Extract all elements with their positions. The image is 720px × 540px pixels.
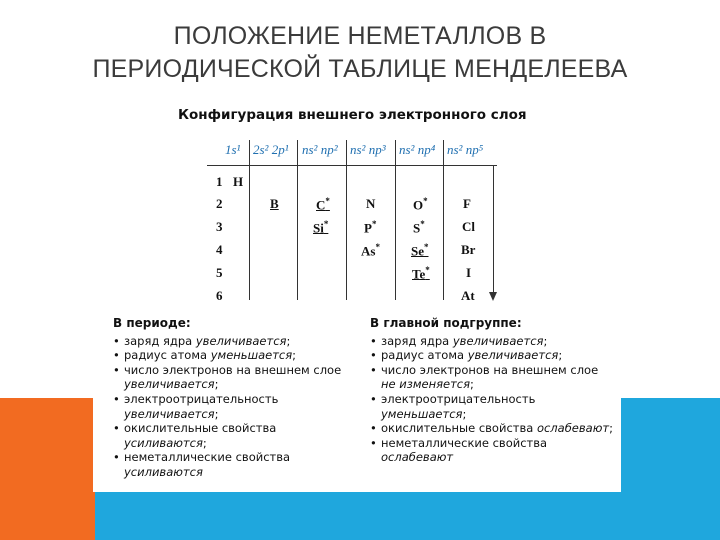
element-o: O* <box>413 196 428 213</box>
element-n: N <box>366 196 376 211</box>
period-number: 2 <box>216 196 223 211</box>
period-number: 1 <box>216 174 223 189</box>
down-arrow-line <box>493 165 494 295</box>
element-h: H <box>233 174 244 189</box>
config-1s1: 1s¹ <box>225 142 241 157</box>
down-arrow-icon <box>489 292 497 301</box>
config-ns2-np3: ns² np³ <box>350 142 386 157</box>
slide-title <box>0 20 720 86</box>
period-trends <box>113 316 358 480</box>
group-heading: В главной подгруппе: <box>370 316 522 330</box>
column-divider <box>249 140 250 300</box>
period-heading: В периоде: <box>113 316 191 330</box>
list-item: • неметаллические свойства ослабевают <box>370 436 615 465</box>
element-p: P* <box>364 219 377 236</box>
slide-title-line-1: ПОЛОЖЕНИЕ НЕМЕТАЛЛОВ В <box>173 22 547 50</box>
list-item: • электроотрицательность уменьшается; <box>370 392 615 421</box>
orange-accent-block <box>0 398 95 540</box>
list-item: • заряд ядра увеличивается; <box>370 334 615 349</box>
element-cl: Cl <box>462 219 475 234</box>
list-item: • заряд ядра увеличивается; <box>113 334 358 349</box>
config-ns2-np5: ns² np⁵ <box>447 142 484 157</box>
list-item: • окислительные свойства усиливаются; <box>113 421 358 450</box>
table-header-rule <box>207 165 497 166</box>
list-item: • электроотрицательность увеличивается; <box>113 392 358 421</box>
element-se: Se* <box>411 242 429 259</box>
config-2s2-2p1: 2s² 2p¹ <box>253 142 289 157</box>
column-divider <box>395 140 396 300</box>
period-number: 4 <box>216 242 223 257</box>
element-i: I <box>466 265 472 280</box>
list-item: • радиус атома уменьшается; <box>113 348 358 363</box>
group-trend-list <box>370 334 615 465</box>
column-divider <box>443 140 444 300</box>
table-title: Конфигурация внешнего электронного слоя <box>178 107 527 123</box>
column-divider <box>346 140 347 300</box>
group-trends <box>370 316 615 465</box>
period-number: 5 <box>216 265 223 280</box>
element-s: S* <box>413 219 425 236</box>
element-br: Br <box>461 242 476 257</box>
list-item: • неметаллические свойства усиливаются <box>113 450 358 479</box>
slide-title-line-2: ПЕРИОДИЧЕСКОЙ ТАБЛИЦЕ МЕНДЕЛЕЕВА <box>92 55 628 83</box>
list-item: • число электронов на внешнем слое увеличивается; <box>113 363 358 392</box>
list-item: • окислительные свойства ослабевают; <box>370 421 615 436</box>
element-as: As* <box>361 242 380 259</box>
list-item: • радиус атома увеличивается; <box>370 348 615 363</box>
period-trend-list <box>113 334 358 480</box>
element-c: C* <box>316 196 330 213</box>
config-ns2-np2: ns² np² <box>302 142 338 157</box>
column-divider <box>297 140 298 300</box>
element-f: F <box>463 196 471 211</box>
element-si: Si* <box>313 219 329 236</box>
element-b: B <box>270 196 279 211</box>
period-number: 6 <box>216 288 223 303</box>
element-te: Te* <box>412 265 430 282</box>
element-at: At <box>461 288 475 303</box>
period-number: 3 <box>216 219 223 234</box>
config-ns2-np4: ns² np⁴ <box>399 142 436 157</box>
list-item: • число электронов на внешнем слое не изменяется; <box>370 363 615 392</box>
